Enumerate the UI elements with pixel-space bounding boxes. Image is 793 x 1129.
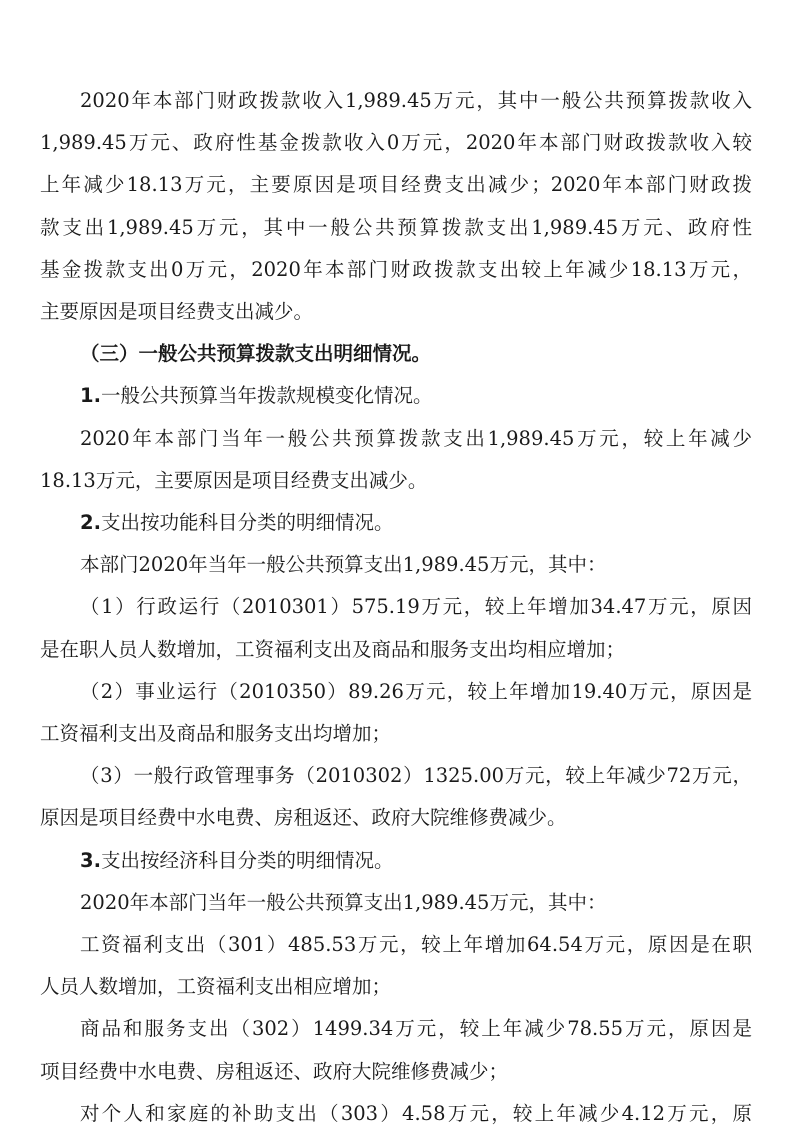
paragraph-line: 上年减少18.13万元，主要原因是项目经费支出减少；2020年本部门财政拨	[40, 173, 752, 197]
section-heading: （三）一般公共预算拨款支出明细情况。	[80, 342, 432, 366]
item-number: 1.	[80, 384, 101, 408]
paragraph-line: 基金拨款支出0万元，2020年本部门财政拨款支出较上年减少18.13万元，	[40, 257, 752, 281]
item-title: 支出按功能科目分类的明细情况。	[100, 511, 394, 534]
paragraph-line: 对个人和家庭的补助支出（303）4.58万元，较上年减少4.12万元，原	[80, 1101, 752, 1125]
item-title: 支出按经济科目分类的明细情况。	[100, 848, 394, 872]
paragraph-line: 原因是项目经费中水电费、房租返还、政府大院维修费减少。	[40, 806, 567, 830]
paragraph-line: 人员人数增加，工资福利支出相应增加；	[40, 975, 392, 999]
paragraph-line: （1）行政运行（2010301）575.19万元，较上年增加34.47万元，原因	[80, 595, 752, 619]
paragraph-line: （3）一般行政管理事务（2010302）1325.00万元，较上年减少72万元，	[80, 764, 752, 788]
paragraph-line: 商品和服务支出（302）1499.34万元，较上年减少78.55万元，原因是	[80, 1017, 752, 1041]
item-heading	[80, 846, 752, 876]
item-heading	[80, 508, 752, 538]
paragraph-line: （2）事业运行（2010350）89.26万元，较上年增加19.40万元，原因是	[80, 679, 752, 703]
paragraph-line: 18.13万元，主要原因是项目经费支出减少。	[40, 468, 428, 492]
paragraph-line: 是在职人员人数增加，工资福利支出及商品和服务支出均相应增加；	[40, 637, 626, 661]
paragraph-line: 主要原因是项目经费支出减少。	[40, 300, 314, 323]
paragraph-line: 1,989.45万元、政府性基金拨款收入0万元，2020年本部门财政拨款收入较	[40, 131, 752, 155]
item-heading	[80, 381, 752, 411]
paragraph-line: 工资福利支出及商品和服务支出均增加；	[40, 722, 392, 745]
paragraph-line: 本部门2020年当年一般公共预算支出1,989.45万元，其中：	[80, 553, 607, 577]
paragraph-line: 2020年本部门当年一般公共预算拨款支出1,989.45万元，较上年减少	[80, 426, 752, 450]
item-number: 3.	[80, 848, 101, 872]
item-number: 2.	[80, 511, 101, 534]
paragraph-line: 2020年本部门当年一般公共预算支出1,989.45万元，其中：	[80, 890, 607, 914]
paragraph-line: 2020年本部门财政拨款收入1,989.45万元，其中一般公共预算拨款收入	[80, 89, 752, 112]
item-title: 一般公共预算当年拨款规模变化情况。	[100, 384, 433, 408]
paragraph-line: 工资福利支出（301）485.53万元，较上年增加64.54万元，原因是在职	[80, 933, 752, 956]
paragraph-line: 款支出1,989.45万元，其中一般公共预算拨款支出1,989.45万元、政府性	[40, 215, 752, 239]
paragraph-line: 项目经费中水电费、房租返还、政府大院维修费减少；	[40, 1059, 509, 1083]
